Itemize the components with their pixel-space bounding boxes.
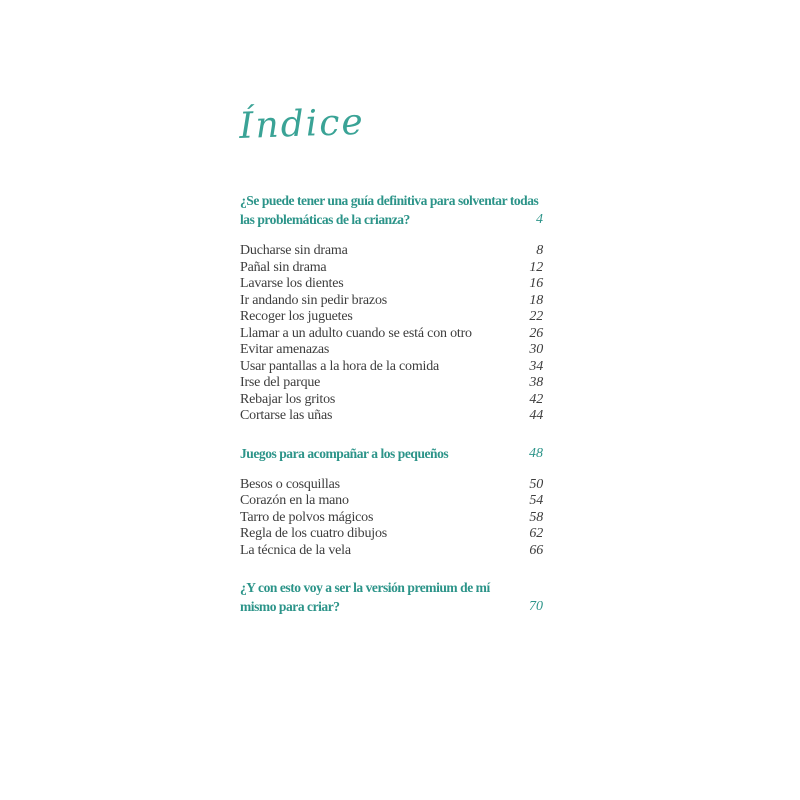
toc-row	[240, 359, 543, 376]
toc-item-label: Ducharse sin drama	[240, 243, 348, 258]
toc-item-page: 26	[529, 325, 543, 341]
toc-item-label: Evitar amenazas	[240, 342, 330, 357]
toc-item-label: Recoger los juguetes	[240, 309, 353, 324]
toc-item-page: 50	[529, 476, 543, 492]
toc-row	[240, 493, 543, 510]
toc-section-version-premium	[240, 578, 543, 616]
toc-row	[240, 309, 543, 326]
toc-row	[240, 293, 543, 310]
toc-item-page: 58	[529, 509, 543, 525]
toc-item-page: 30	[529, 342, 543, 357]
toc-item-label: Llamar a un adulto cuando se está con otro	[240, 325, 472, 341]
toc-item-page: 42	[529, 391, 543, 407]
toc-item-label: Corazón en la mano	[240, 493, 349, 508]
toc-row	[240, 543, 543, 560]
toc-item-page: 44	[529, 408, 543, 423]
section-heading: ¿Y con esto voy a ser la versión premium de mí mismo para criar?	[240, 580, 490, 614]
toc-item-label: Usar pantallas a la hora de la comida	[240, 358, 440, 374]
toc-item-label: Pañal sin drama	[240, 259, 327, 275]
section-heading-row	[240, 578, 543, 616]
toc-row	[240, 342, 543, 359]
section-heading: ¿Se puede tener una guía definitiva para solventar todas las problemáticas de la crianza?	[240, 193, 539, 227]
toc-item-label: Tarro de polvos mágicos	[240, 509, 374, 525]
toc-item-label: Irse del parque	[240, 375, 321, 390]
section-heading-row	[240, 444, 543, 463]
section-heading: Juegos para acompañar a los pequeños	[240, 445, 449, 461]
toc-row	[240, 526, 543, 543]
toc-row	[240, 408, 543, 425]
toc-item-page: 54	[529, 493, 543, 508]
toc-item-page: 18	[529, 292, 543, 308]
section-page-number: 4	[536, 212, 543, 227]
toc-items	[240, 243, 543, 425]
toc-row	[240, 260, 543, 277]
toc-item-label: Rebajar los gritos	[240, 391, 336, 407]
toc-item-page: 22	[529, 309, 543, 324]
toc-item-page: 34	[529, 358, 543, 374]
toc-row	[240, 276, 543, 293]
toc-item-label: Cortarse las uñas	[240, 408, 333, 423]
section-page-number: 70	[529, 599, 543, 614]
section-page-number: 48	[529, 445, 543, 461]
toc-row	[240, 510, 543, 527]
toc-item-label: Regla de los cuatro dibujos	[240, 526, 388, 541]
toc-item-page: 38	[529, 375, 543, 390]
toc-item-page: 16	[529, 276, 543, 291]
toc-row	[240, 477, 543, 494]
toc-item-label: Ir andando sin pedir brazos	[240, 292, 387, 308]
toc-section-crianza	[240, 191, 543, 425]
toc-row	[240, 243, 543, 260]
toc-row	[240, 392, 543, 409]
toc-item-label: Lavarse los dientes	[240, 276, 344, 291]
toc-item-page: 12	[529, 259, 543, 275]
section-heading-row	[240, 191, 543, 229]
toc-items	[240, 477, 543, 560]
toc-content	[238, 101, 543, 616]
toc-row	[240, 375, 543, 392]
toc-item-page: 66	[529, 542, 543, 558]
toc-row	[240, 326, 543, 343]
toc-item-label: Besos o cosquillas	[240, 476, 340, 492]
toc-item-label: La técnica de la vela	[240, 542, 351, 558]
toc-section-juegos	[240, 444, 543, 560]
toc-item-page: 62	[529, 526, 543, 541]
page-title: Índice	[238, 101, 366, 147]
toc-item-page: 8	[536, 243, 543, 258]
